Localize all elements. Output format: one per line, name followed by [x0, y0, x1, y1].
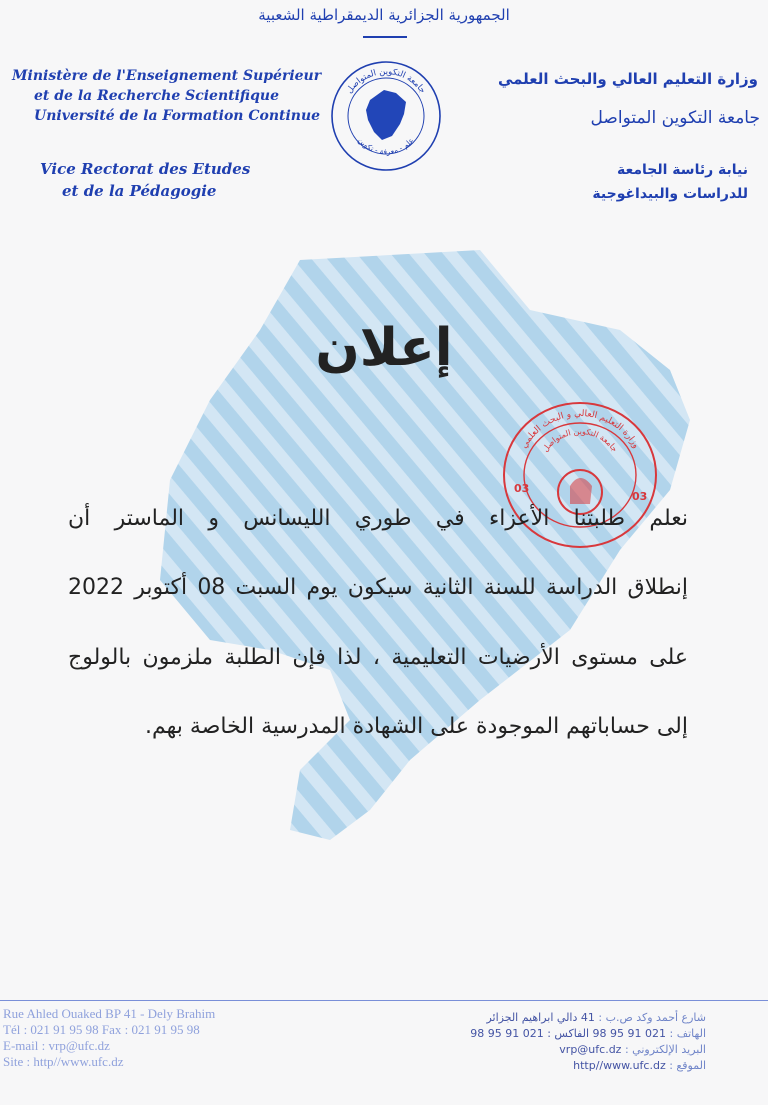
vice-rectorat-ar-block: [592, 158, 748, 206]
stamp-code-left: 03: [514, 482, 530, 495]
ministry-fr-block: [12, 66, 321, 126]
university-logo-seal: [330, 60, 442, 172]
stamp-emblem-icon: [570, 478, 592, 504]
logo-motto-text: علم - معرفة - تكوين: [356, 135, 416, 157]
footer-address-ar: شارع أحمد وكد ص.ب : 41 دالي ابراهيم الجزائر: [486, 1011, 706, 1024]
footer-address-fr: Rue Ahled Ouaked BP 41 - Dely Brahim: [3, 1006, 216, 1021]
footer-site-fr: Site : http//www.ufc.dz: [3, 1054, 124, 1069]
vice-rectorat-fr-line-2: et de la Pédagogie: [62, 182, 217, 200]
ministry-fr-line-1: Ministère de l'Enseignement Supérieur: [12, 68, 322, 84]
announcement-line-4: إلى حساباتهم الموجودة على الشهادة المدرسية الخاصة بهم.: [145, 714, 688, 739]
footer-contact-ar: [470, 1010, 706, 1074]
header-underline: [363, 36, 407, 38]
logo-ring-text: جامعة التكوين المتواصل: [344, 66, 428, 96]
stamp-code-right: 03: [632, 490, 648, 503]
vice-rectorat-ar-line-1: نيابة رئاسة الجامعة: [616, 162, 748, 178]
vice-rectorat-ar-line-2: للدراسات والبيداغوجية: [592, 186, 748, 202]
announcement-title: إعلان: [315, 318, 453, 378]
ministry-ar: وزارة التعليم العالي والبحث العلمي: [497, 70, 758, 88]
university-ar: جامعة التكوين المتواصل: [590, 108, 760, 128]
stamp-ring-text: وزارة التعليم العالي و البحث العلمي: [519, 408, 641, 451]
announcement-line-3: على مستوى الأرضيات التعليمية ، لذا فإن الطلبة ملزمون بالولوج: [68, 645, 688, 670]
stamp-inner-text: جامعة التكوين المتواصل: [540, 426, 620, 454]
republic-header: الجمهورية الجزائرية الديمقراطية الشعبية: [258, 6, 510, 24]
footer-phone-fr: Tél : 021 91 95 98 Fax : 021 91 95 98: [3, 1022, 200, 1037]
ministry-fr-line-2: et de la Recherche Scientifique: [34, 88, 279, 104]
footer-phone-ar: الهاتف : 021 91 95 98 الفاكس : 021 91 95 98: [470, 1027, 706, 1040]
footer-email-fr: E-mail : vrp@ufc.dz: [3, 1038, 110, 1053]
footer-email-ar: البريد الإلكتروني : vrp@ufc.dz: [559, 1043, 706, 1056]
vice-rectorat-fr-block: [40, 158, 250, 202]
vice-rectorat-fr-line-1: Vice Rectorat des Etudes: [40, 160, 251, 178]
footer-divider: [0, 1000, 768, 1001]
footer-contact-fr: [3, 1006, 215, 1070]
ministry-fr-line-3: Université de la Formation Continue: [34, 108, 321, 124]
announcement-line-2: إنطلاق الدراسة للسنة الثانية سيكون يوم السبت 08 أكتوبر 2022: [68, 575, 688, 600]
algeria-map-icon: [366, 90, 406, 140]
footer-site-ar: الموقع : http//www.ufc.dz: [573, 1059, 706, 1072]
announcement-line-1: نعلم طلبتنا الأعزاء في طوري الليسانس و الماستر أن: [68, 506, 688, 531]
